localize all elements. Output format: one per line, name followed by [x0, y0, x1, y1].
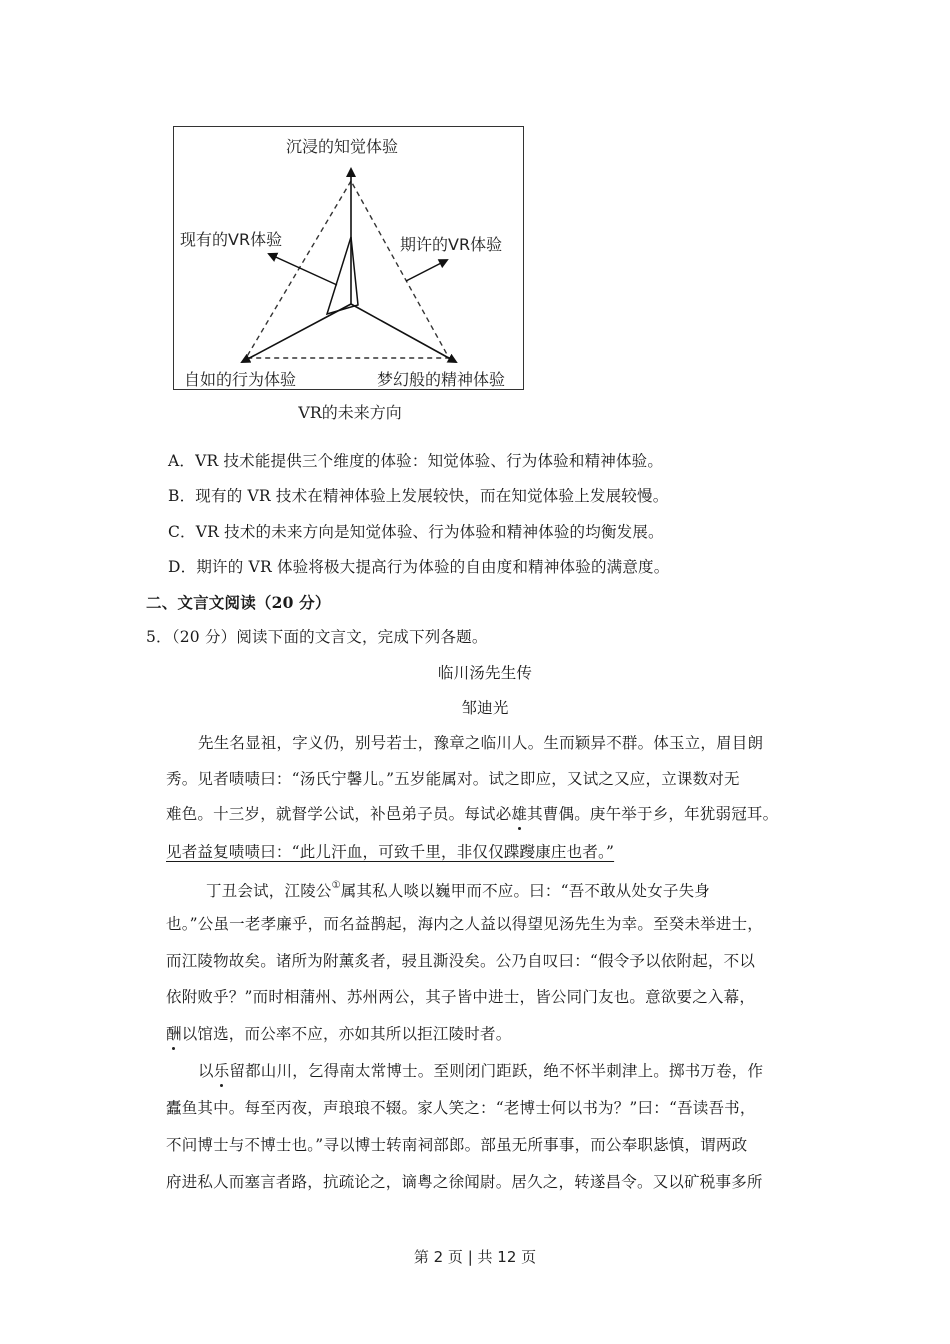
- expected-triangle: [246, 181, 449, 358]
- figure-caption: VR的未来方向: [298, 403, 402, 422]
- passage-line: 难色。十三岁，就督学公试，补邑弟子员。每试必雄其曹偶。庚午举于乡，年犹弱冠耳。: [166, 805, 779, 823]
- emphasized-char: 乐: [213, 1062, 230, 1080]
- underlined-sentence: 见者益复啧啧曰：“此儿汗血，可致千里，非仅仅蹀躞康庄也者。”: [166, 843, 615, 861]
- label-free-behavior: 自如的行为体验: [184, 370, 297, 389]
- passage-line: 而江陵物故矣。诸所为附薰炙者，骎且澌没矣。公乃自叹曰：“假令予以依附起，不以: [166, 952, 756, 970]
- emphasized-char: 雄: [511, 805, 528, 823]
- footnote-marker: ①: [331, 880, 341, 891]
- passage-line: 依附败乎？”而时相蒲州、苏州两公，其子皆中进士，皆公同门友也。意欲要之入幕，: [166, 988, 756, 1006]
- emphasized-char: 酬: [166, 1025, 182, 1043]
- passage-line: 酬以馆选，而公率不应，亦如其所以拒江陵时者。: [166, 1025, 512, 1043]
- page-indicator: 第 2 页 | 共 12 页: [413, 1248, 537, 1266]
- option-d: D．期许的 VR 体验将极大提高行为体验的自由度和精神体验的满意度。: [168, 558, 670, 576]
- passage-line: 蠹鱼其中。每至丙夜，声琅琅不辍。家人笑之：“老博士何以书为？”曰：“吾读吾书，: [166, 1099, 756, 1117]
- passage-line: 丁丑会试，江陵公①属其私人啖以巍甲而不应。曰：“吾不敢从处女子失身: [206, 880, 711, 900]
- passage-line: 府进私人而塞言者路，抗疏论之，谪粤之徐闻尉。居久之，转遂昌令。又以矿税事多所: [166, 1173, 763, 1191]
- question-prompt: 5．（20 分）阅读下面的文言文，完成下列各题。: [146, 628, 488, 646]
- passage-line: 秀。见者啧啧曰：“汤氏宁馨儿。”五岁能属对。试之即应，又试之又应，立课数对无: [166, 770, 740, 788]
- vr-direction-diagram: [173, 126, 524, 390]
- option-a: A．VR 技术能提供三个维度的体验：知觉体验、行为体验和精神体验。: [168, 452, 664, 470]
- passage-line: 以乐留都山川，乞得南太常博士。至则闭门距跃，绝不怀半刺津上。掷书万卷，作: [198, 1062, 764, 1080]
- section-heading: 二、文言文阅读（20 分）: [146, 593, 331, 612]
- passage-line: 不问博士与不博士也。”寻以博士转南祠部郎。部虽无所事事，而公奉职毖慎，谓两政: [166, 1136, 748, 1154]
- radar-diagram-svg: [174, 127, 525, 391]
- option-c: C．VR 技术的未来方向是知觉体验、行为体验和精神体验的均衡发展。: [168, 523, 664, 541]
- label-expected-vr: 期许的VR体验: [400, 235, 503, 254]
- passage-author: 邹迪光: [461, 699, 509, 717]
- option-b: B．现有的 VR 技术在精神体验上发展较快，而在知觉体验上发展较慢。: [168, 487, 669, 505]
- passage-line: 也。”公虽一老孝廉乎，而名益鹊起，海内之人益以得望见汤先生为幸。至癸未举进士，: [166, 915, 763, 933]
- label-immersive-perception: 沉浸的知觉体验: [286, 137, 399, 156]
- label-existing-vr: 现有的VR体验: [180, 230, 283, 249]
- label-dreamlike-spirit: 梦幻般的精神体验: [377, 370, 506, 389]
- passage-title: 临川汤先生传: [437, 664, 533, 682]
- passage-line: 先生名显祖，字义仍，别号若士，豫章之临川人。生而颖异不群。体玉立，眉目朗: [198, 734, 764, 752]
